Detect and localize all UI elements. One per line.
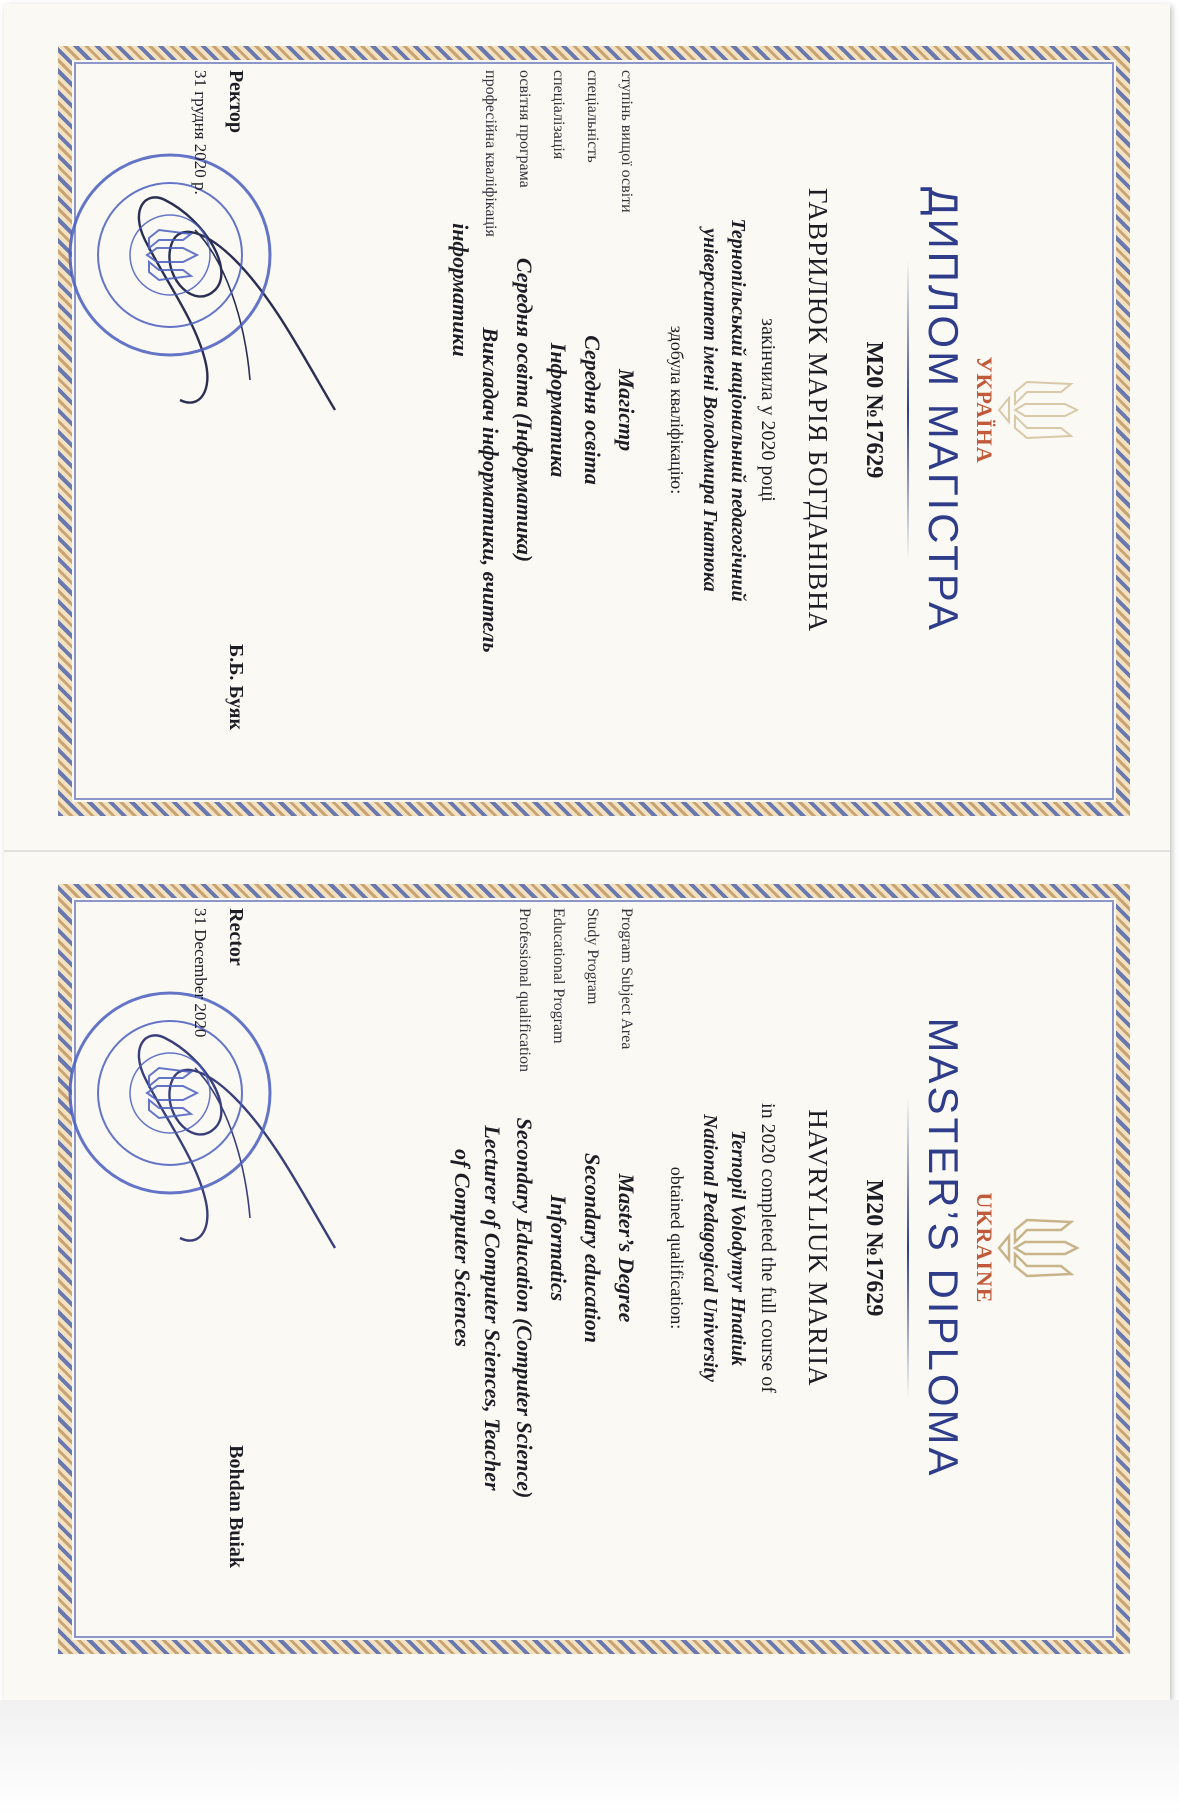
diploma-title: MASTER’S DIPLOMA	[920, 1017, 967, 1479]
issue-date: 31 December 2020	[191, 908, 210, 1038]
field-label: спеціалізація	[550, 70, 567, 160]
university-seal-icon	[65, 150, 275, 360]
field-label: Educational Program	[550, 908, 567, 1044]
trident-emblem-icon	[995, 370, 1085, 450]
diploma-title: ДИПЛОМ МАГІСТРА	[920, 187, 967, 633]
field-degree	[611, 70, 639, 750]
completion-line: закінчила у 2020 році	[757, 318, 779, 502]
university-line-1: Тернопільський національний педагогічний	[727, 218, 749, 602]
field-qualification	[509, 908, 537, 1588]
country-label: UKRAINE	[972, 1192, 997, 1304]
field-value: Lecturer of Computer Sciences, Teacher	[480, 1125, 505, 1491]
field-label: освітня програма	[516, 70, 533, 188]
field-specialty	[577, 70, 605, 750]
rector-name: Б.Б. Буяк	[225, 643, 247, 730]
completion-line: in 2020 completed the full course of	[757, 1103, 779, 1393]
field-label: Professional qualification	[516, 908, 533, 1072]
obtained-line: obtained qualification:	[667, 1166, 687, 1330]
scan-background	[0, 1700, 1179, 1816]
diploma-page-ukrainian	[65, 40, 1105, 780]
holder-name: HAVRYLIUK MARIIA	[803, 1109, 833, 1387]
title-underline	[907, 1098, 909, 1398]
field-value: Інформатика	[546, 342, 571, 478]
diploma-sheet	[4, 4, 1170, 1700]
university-line-2: National Pedagogical University	[699, 1114, 721, 1382]
field-degree	[611, 908, 639, 1588]
university-line-2: університет імені Володимира Гнатюка	[699, 228, 721, 592]
field-label: ступінь вищої освіти	[618, 70, 635, 213]
university-line-1: Ternopil Volodymyr Hnatiuk	[727, 1130, 749, 1366]
holder-name: ГАВРИЛЮК МАРІЯ БОГДАНІВНА	[803, 187, 833, 633]
issue-date: 31 грудня 2020 р.	[191, 70, 210, 195]
diploma-page-english	[65, 878, 1105, 1618]
obtained-line: здобула кваліфікацію:	[667, 325, 687, 495]
field-value: Магістр	[614, 368, 639, 452]
field-value: Informatics	[546, 1194, 571, 1302]
rector-name: Bohdan Buiak	[225, 1445, 247, 1568]
field-program	[509, 70, 537, 750]
title-underline	[907, 260, 909, 560]
rector-label: Ректор	[225, 70, 247, 134]
field-value: Середня освіта (Інформатика)	[512, 257, 537, 563]
rector-label: Rector	[225, 908, 247, 966]
field-qualification-cont-2	[447, 908, 475, 1588]
field-qualification	[475, 70, 503, 750]
field-value: Secondary education	[580, 1152, 605, 1344]
field-value: of Computer Sciences	[450, 1149, 475, 1347]
field-qualification-cont	[445, 70, 473, 750]
field-label: Program Subject Area	[618, 908, 635, 1050]
field-qualification-cont	[477, 908, 505, 1588]
field-specialization	[543, 70, 571, 750]
field-label: професійна кваліфікація	[482, 70, 499, 237]
field-value: інформатики	[448, 223, 473, 357]
field-value: Master’s Degree	[614, 1173, 639, 1323]
field-educational-program	[543, 908, 571, 1588]
university-seal-icon	[65, 988, 275, 1198]
field-label: спеціальність	[584, 70, 601, 163]
diploma-number: M20 №17629	[861, 341, 887, 479]
diploma-number: M20 №17629	[861, 1179, 887, 1317]
trident-emblem-icon	[995, 1208, 1085, 1288]
field-label: Study Program	[584, 908, 601, 1005]
fold-line	[4, 850, 1170, 852]
field-value: Викладач інформатики, вчитель	[478, 327, 503, 653]
country-label: УКРАЇНА	[972, 356, 997, 464]
field-value: Середня освіта	[580, 335, 605, 485]
field-study-program	[577, 908, 605, 1588]
field-value: Secondary Education (Computer Science)	[512, 1117, 537, 1499]
